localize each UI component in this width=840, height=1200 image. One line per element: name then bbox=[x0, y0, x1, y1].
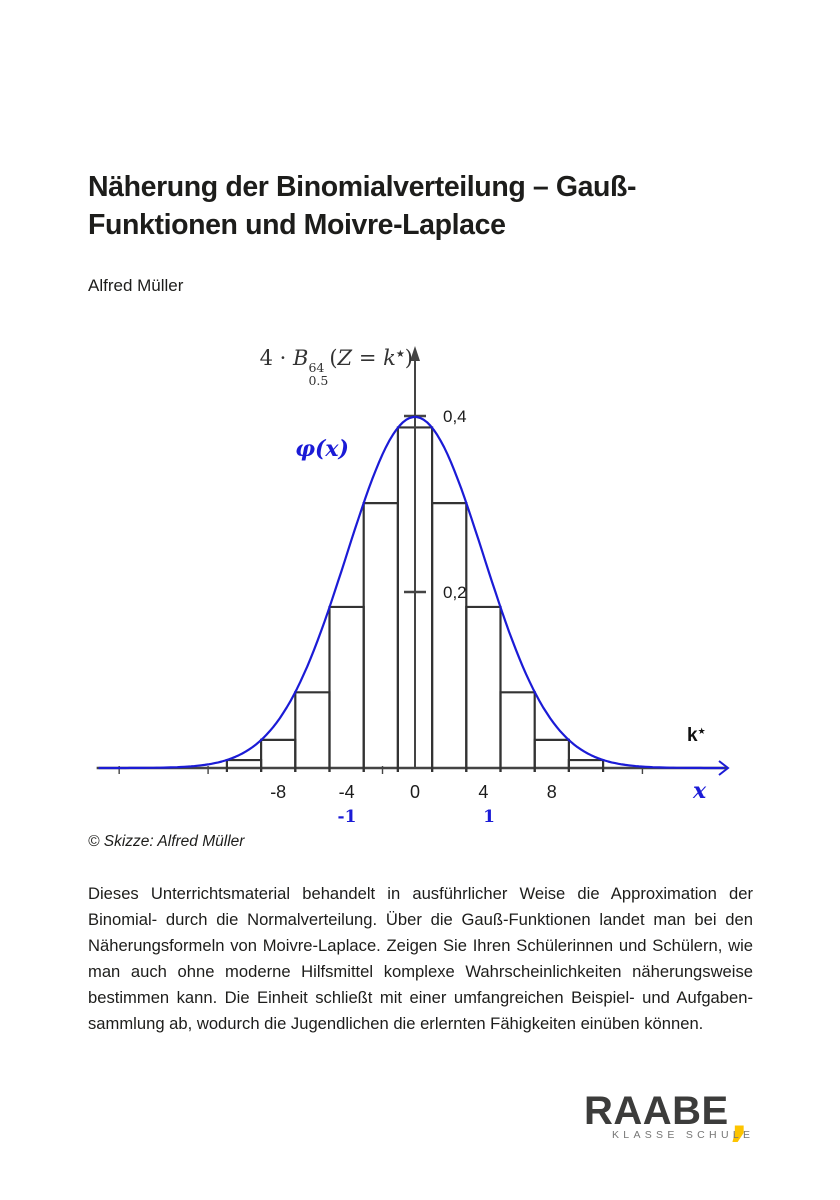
svg-text:0: 0 bbox=[409, 782, 421, 802]
svg-text:-8: -8 bbox=[270, 782, 287, 802]
blue-tick-label-plus1: 1 bbox=[483, 807, 495, 827]
formula-B: B bbox=[293, 346, 309, 370]
page-title-line1: Näherung der Binomialverteilung – Gauß- bbox=[88, 171, 637, 203]
author-name: Alfred Müller bbox=[88, 276, 184, 295]
formula-superscript: 64 bbox=[308, 359, 325, 375]
x-axis-label-blue: x bbox=[693, 778, 707, 804]
x-axis-label-k: k★ bbox=[687, 725, 706, 746]
formula-equals: = bbox=[352, 346, 384, 370]
page-title bbox=[88, 168, 768, 244]
formula-close-paren: ) bbox=[404, 346, 413, 370]
formula-coefficient: 4 · bbox=[259, 346, 294, 370]
svg-text:0,4: 0,4 bbox=[443, 407, 467, 426]
curve-label-phi: φ(x) bbox=[295, 436, 349, 462]
formula-Z: Z bbox=[337, 346, 353, 370]
chart-canvas bbox=[95, 340, 755, 840]
star-icon: ★ bbox=[697, 727, 706, 737]
svg-text:4: 4 bbox=[478, 782, 489, 802]
y-axis-formula bbox=[233, 346, 413, 387]
svg-text:8: 8 bbox=[546, 782, 557, 802]
svg-text:0,2: 0,2 bbox=[443, 583, 467, 602]
distribution-figure bbox=[95, 340, 755, 840]
svg-text:-4: -4 bbox=[338, 782, 355, 802]
page-title-line2: Funktionen und Moivre-Laplace bbox=[88, 209, 506, 241]
formula-open-paren: ( bbox=[329, 346, 338, 370]
blue-tick-label-minus1: -1 bbox=[337, 807, 357, 827]
logo-comma-icon: , bbox=[729, 1089, 749, 1147]
star-icon: ★ bbox=[395, 349, 405, 360]
description-paragraph: Dieses Unterrichtsmaterial behandelt in ausführlicher Weise die Approximation der Binomial- durch die Normalverteilung. Über die Gauß-Funktionen landet man bei den Näherungsformeln von Moivre-Laplace. Zeigen Sie Ihren Schülerinnen und Schülern, wie man auch ohne moderne Hilfsmittel komplexe Wahrscheinlichkeiten näherungsweise bestimmen kann. Die Einheit schließt mit einer umfangreichen Beispiel- und Aufgabensammlung ab, wodurch die Jugendlichen die erlernten Fähigkeiten einüben können. bbox=[88, 883, 753, 1033]
raabe-logo bbox=[584, 1089, 755, 1147]
formula-k: k bbox=[383, 346, 396, 370]
logo-wordmark: RAABE bbox=[584, 1089, 729, 1133]
formula-subscript: 0.5 bbox=[308, 372, 329, 388]
image-credit: © Skizze: Alfred Müller bbox=[88, 833, 245, 850]
logo-tagline: KLASSE SCHULE bbox=[612, 1129, 755, 1141]
